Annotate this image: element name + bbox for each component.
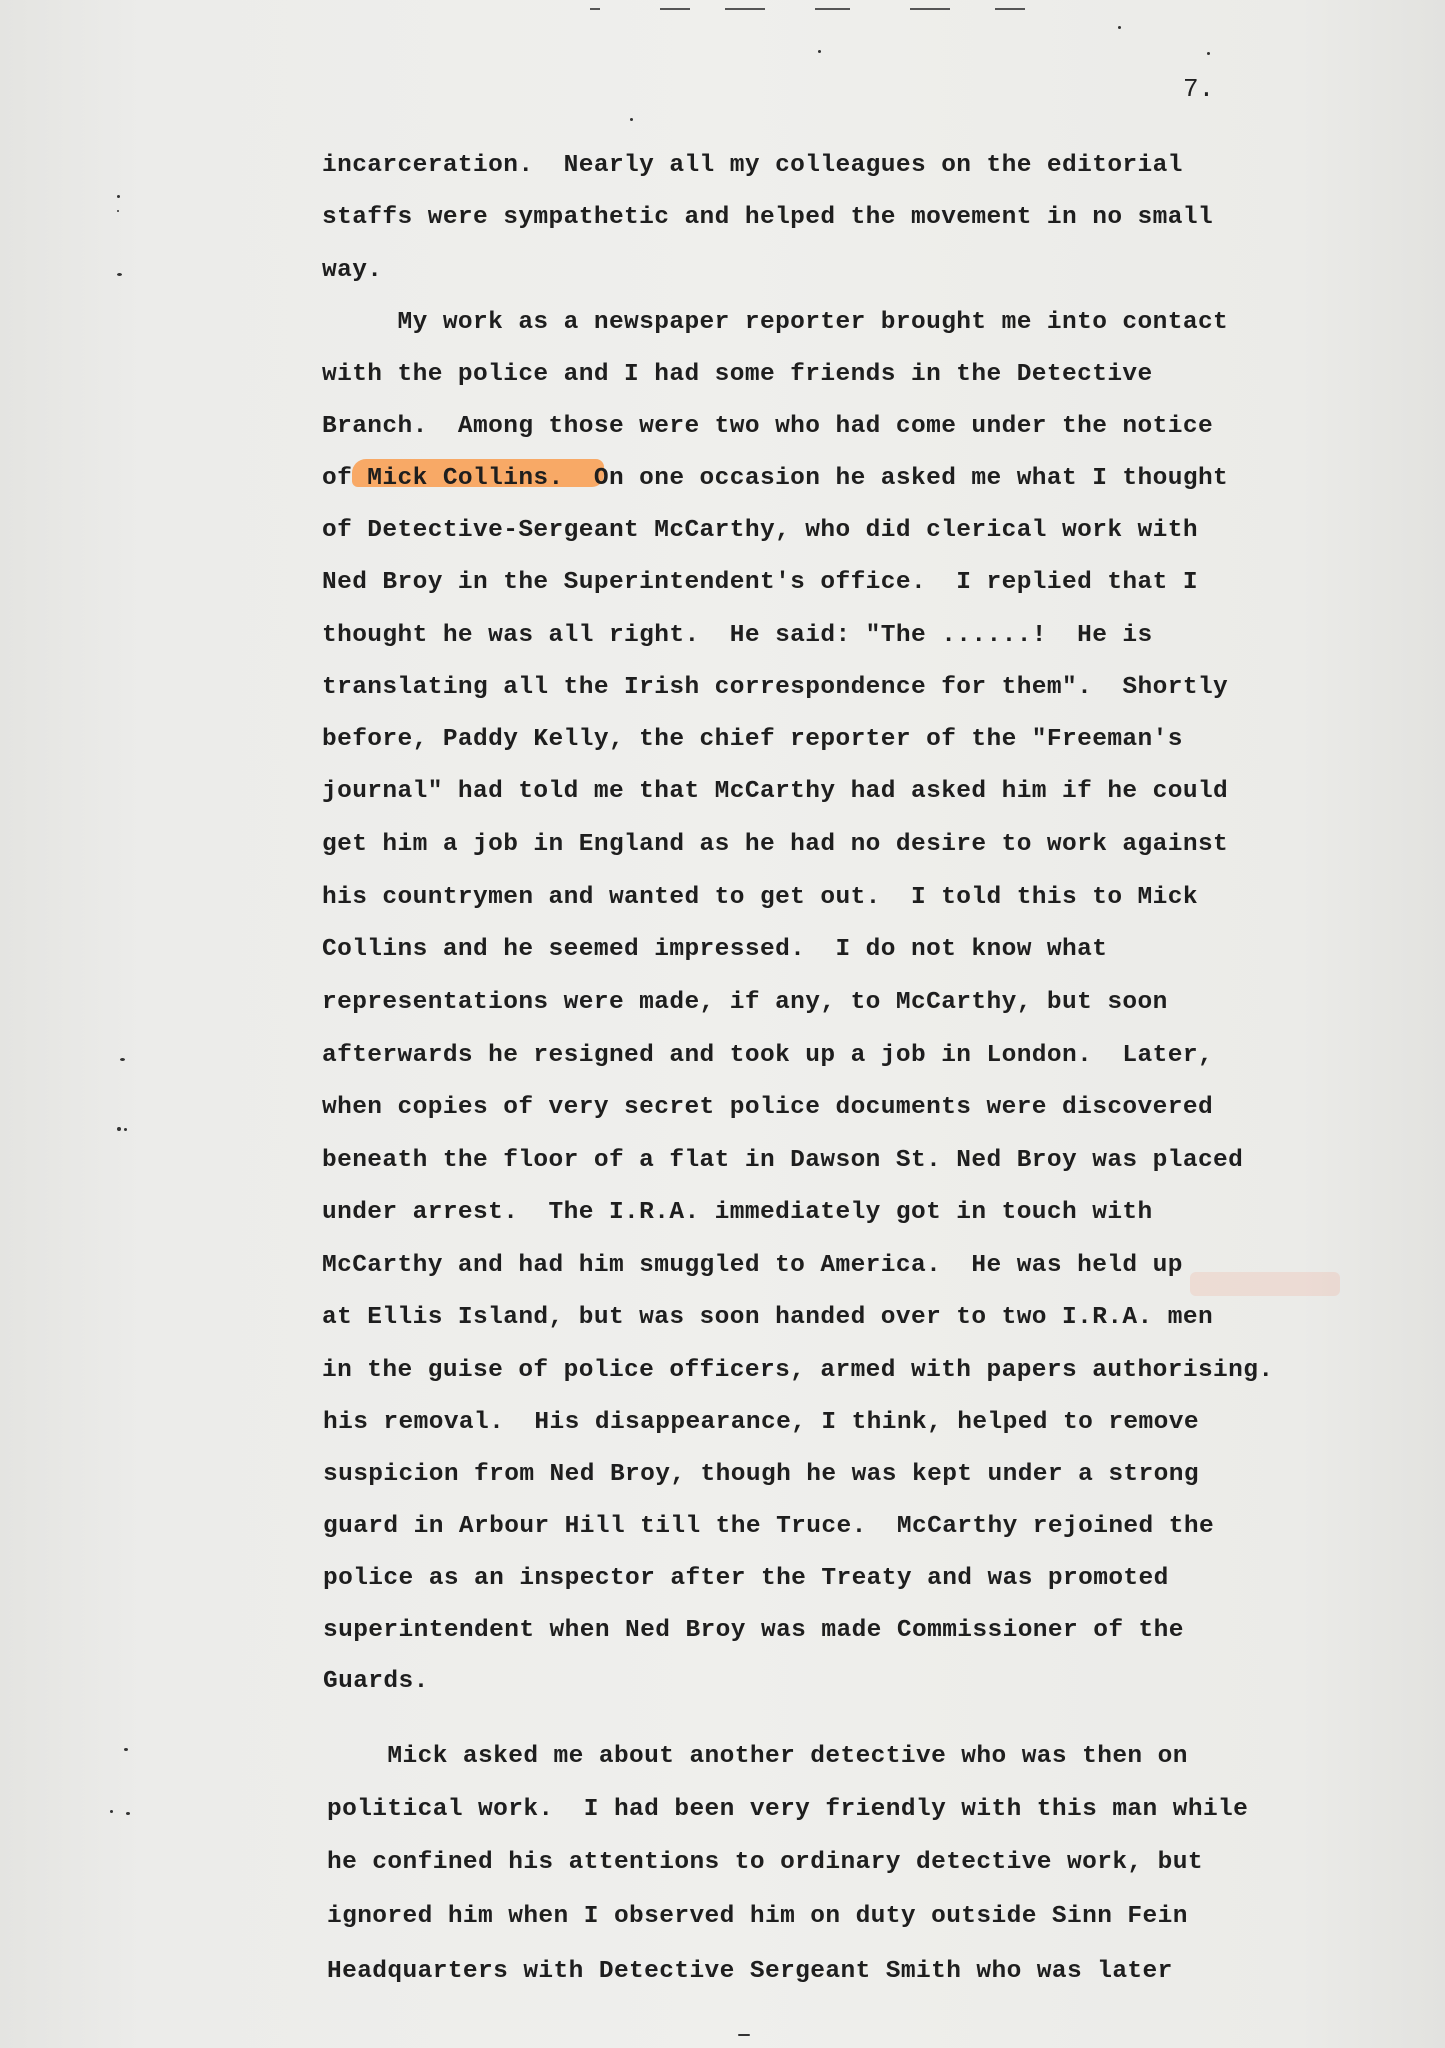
margin-speck (738, 2034, 750, 2036)
text-line: Guards. (323, 1668, 429, 1695)
margin-speck (124, 1748, 128, 1751)
margin-speck (630, 118, 633, 121)
text-line: political work. I had been very friendly with this man while (327, 1796, 1249, 1823)
text-line: guard in Arbour Hill till the Truce. McCarthy rejoined the (323, 1513, 1215, 1540)
margin-speck (818, 50, 821, 53)
text-line: get him a job in England as he had no desire to work against (322, 831, 1229, 858)
text-line: of Mick Collins. On one occasion he asked me what I thought (322, 465, 1229, 492)
margin-speck (117, 210, 119, 212)
margin-speck (110, 1810, 113, 1813)
text-line: Ned Broy in the Superintendent's office. I replied that I (322, 569, 1198, 596)
text-line: his removal. His disappearance, I think, helped to remove (323, 1409, 1199, 1436)
text-line: suspicion from Ned Broy, though he was kept under a strong (323, 1461, 1199, 1488)
margin-speck (117, 195, 120, 198)
text-line: superintendent when Ned Broy was made Commissioner of the (323, 1617, 1184, 1644)
text-line: when copies of very secret police documents were discovered (322, 1094, 1214, 1121)
text-line: with the police and I had some friends in the Detective (322, 361, 1153, 388)
text-line: journal" had told me that McCarthy had asked him if he could (322, 778, 1229, 805)
text-line: representations were made, if any, to McCarthy, but soon (322, 989, 1168, 1016)
text-line: My work as a newspaper reporter brought me into contact (322, 309, 1229, 336)
text-line: police as an inspector after the Treaty and was promoted (323, 1565, 1169, 1592)
top-edge-marks (590, 8, 1030, 12)
text-line: under arrest. The I.R.A. immediately got in touch with (322, 1199, 1153, 1226)
text-line: Headquarters with Detective Sergeant Smith who was later (327, 1958, 1173, 1985)
margin-speck (1207, 52, 1210, 55)
text-line: at Ellis Island, but was soon handed over to two I.R.A. men (322, 1304, 1214, 1331)
text-line: staffs were sympathetic and helped the movement in no small (322, 204, 1214, 231)
text-line: ignored him when I observed him on duty outside Sinn Fein (327, 1903, 1188, 1930)
text-line: McCarthy and had him smuggled to America. He was held up (322, 1252, 1183, 1279)
text-line: afterwards he resigned and took up a job in London. Later, (322, 1042, 1214, 1069)
text-line: Mick asked me about another detective who was then on (327, 1743, 1188, 1770)
text-line: his countrymen and wanted to get out. I told this to Mick (322, 884, 1198, 911)
text-line: in the guise of police officers, armed with papers authorising. (322, 1357, 1274, 1384)
text-line: before, Paddy Kelly, the chief reporter of the "Freeman's (322, 726, 1183, 753)
margin-speck (1118, 26, 1121, 29)
text-line: Collins and he seemed impressed. I do not know what (322, 936, 1108, 963)
text-line: beneath the floor of a flat in Dawson St. Ned Broy was placed (322, 1147, 1244, 1174)
margin-speck (117, 273, 122, 276)
page-number: 7. (1183, 74, 1215, 104)
text-line: way. (322, 257, 383, 284)
text-line: incarceration. Nearly all my colleagues on the editorial (322, 152, 1183, 179)
bleed-through-mark (1190, 1272, 1340, 1296)
margin-speck (120, 1058, 125, 1061)
text-line: thought he was all right. He said: "The ......! He is (322, 622, 1153, 649)
margin-speck (124, 1128, 127, 1131)
text-line: translating all the Irish correspondence for them". Shortly (322, 674, 1229, 701)
text-line: of Detective-Sergeant McCarthy, who did clerical work with (322, 517, 1198, 544)
margin-speck (117, 1127, 121, 1131)
text-line: Branch. Among those were two who had come under the notice (322, 413, 1214, 440)
text-line: he confined his attentions to ordinary detective work, but (327, 1849, 1203, 1876)
margin-speck (126, 1812, 130, 1815)
